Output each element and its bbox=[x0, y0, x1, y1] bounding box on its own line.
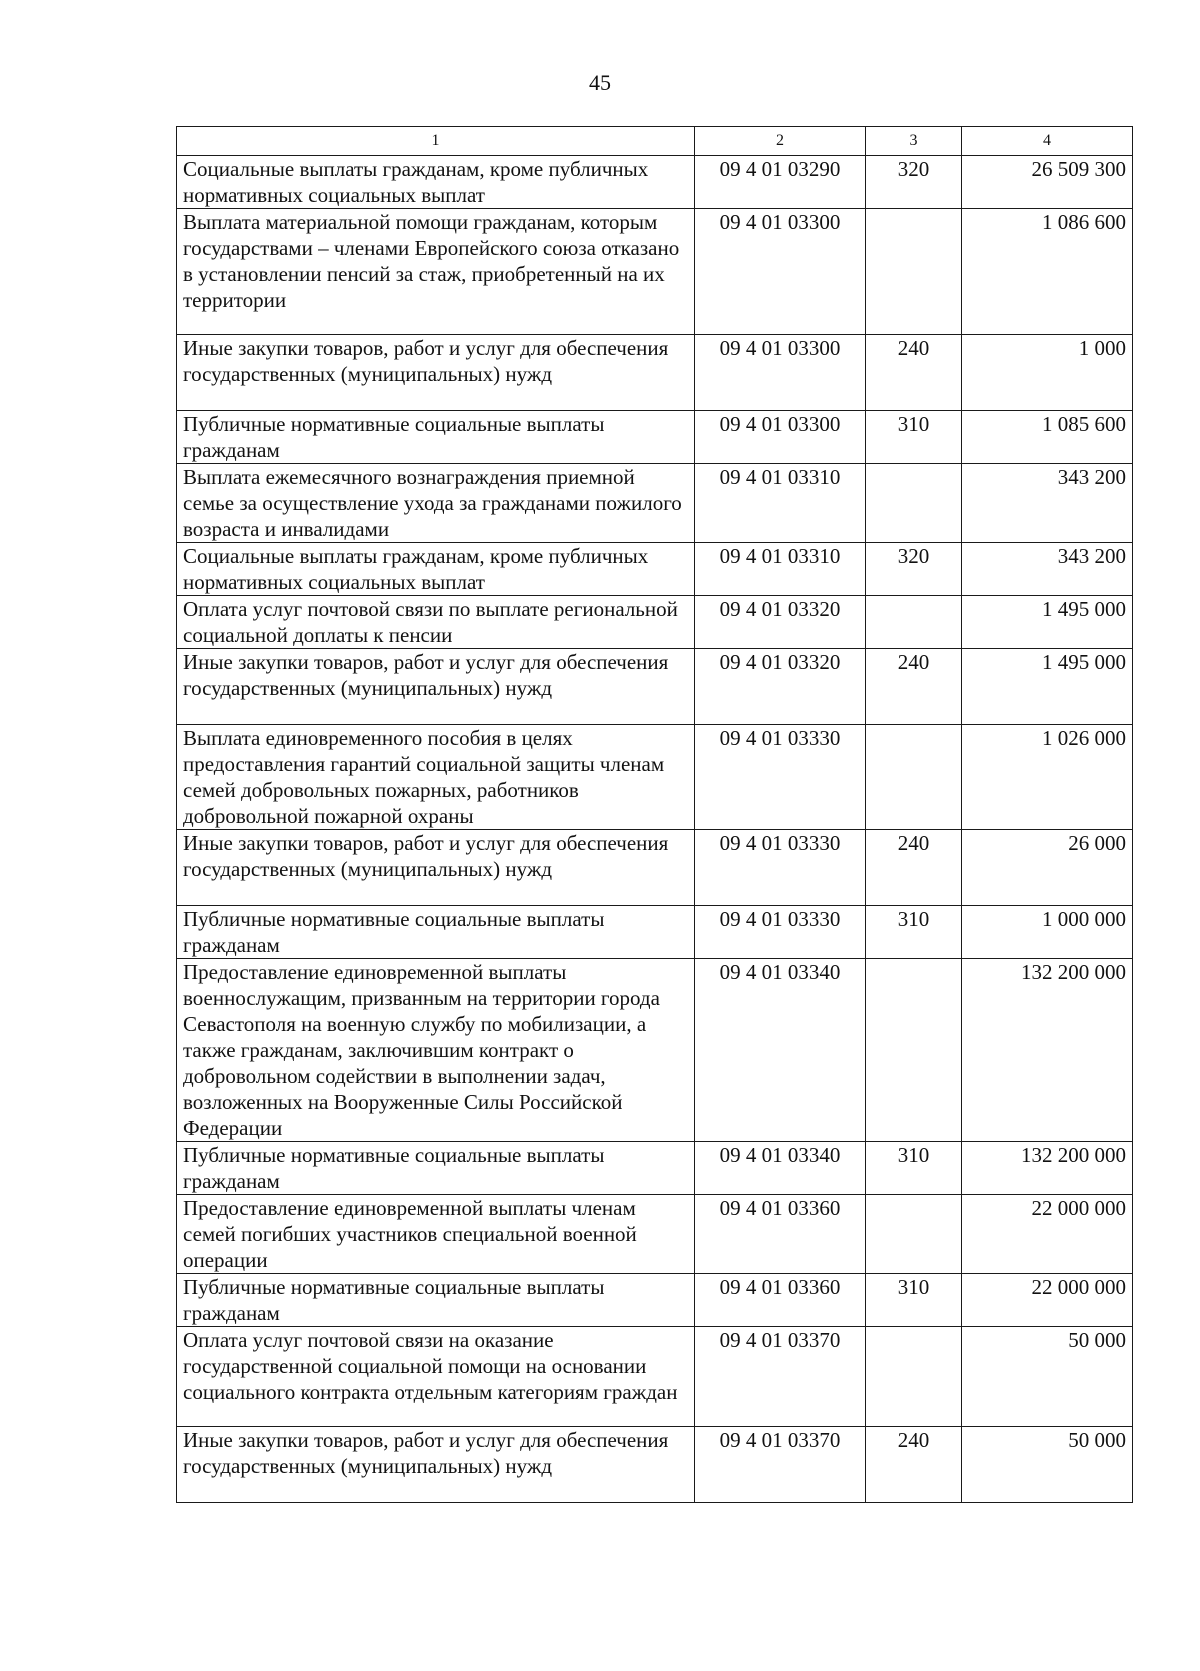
table-row bbox=[177, 209, 1133, 335]
row-type-cell bbox=[866, 959, 962, 1142]
row-code-cell: 09 4 01 03310 bbox=[695, 543, 866, 596]
row-name-cell: Публичные нормативные социальные выплаты гражданам bbox=[177, 411, 695, 464]
table-row bbox=[177, 1274, 1133, 1327]
row-name-cell: Оплата услуг почтовой связи по выплате региональной социальной доплаты к пенсии bbox=[177, 596, 695, 649]
row-sum-cell: 1 495 000 bbox=[962, 649, 1133, 725]
row-name-cell: Выплата материальной помощи гражданам, которым государствами – членами Европейского союза отказано в установлении пенсий за стаж, приобретенный на их территории bbox=[177, 209, 695, 335]
table-row bbox=[177, 464, 1133, 543]
budget-table bbox=[176, 126, 1133, 1503]
row-name-cell: Предоставление единовременной выплаты членам семей погибших участников специальной военной операции bbox=[177, 1195, 695, 1274]
row-type-cell: 320 bbox=[866, 156, 962, 209]
row-type-cell bbox=[866, 596, 962, 649]
row-code-cell: 09 4 01 03370 bbox=[695, 1327, 866, 1427]
table-row bbox=[177, 1142, 1133, 1195]
row-code-cell: 09 4 01 03330 bbox=[695, 725, 866, 830]
row-type-cell: 310 bbox=[866, 1142, 962, 1195]
table-row bbox=[177, 906, 1133, 959]
row-sum-cell: 1 000 000 bbox=[962, 906, 1133, 959]
table-row bbox=[177, 1427, 1133, 1503]
row-code-cell: 09 4 01 03290 bbox=[695, 156, 866, 209]
row-type-cell bbox=[866, 1195, 962, 1274]
row-sum-cell: 22 000 000 bbox=[962, 1195, 1133, 1274]
row-sum-cell: 26 509 300 bbox=[962, 156, 1133, 209]
row-code-cell: 09 4 01 03340 bbox=[695, 1142, 866, 1195]
row-sum-cell: 1 000 bbox=[962, 335, 1133, 411]
row-name-cell: Иные закупки товаров, работ и услуг для обеспечения государственных (муниципальных) нужд bbox=[177, 335, 695, 411]
row-code-cell: 09 4 01 03330 bbox=[695, 830, 866, 906]
column-number: 2 bbox=[695, 127, 866, 156]
row-name-cell: Выплата ежемесячного вознаграждения приемной семье за осуществление ухода за гражданами пожилого возраста и инвалидами bbox=[177, 464, 695, 543]
row-name-cell: Публичные нормативные социальные выплаты гражданам bbox=[177, 1274, 695, 1327]
table-row bbox=[177, 411, 1133, 464]
row-code-cell: 09 4 01 03320 bbox=[695, 649, 866, 725]
row-sum-cell: 1 086 600 bbox=[962, 209, 1133, 335]
row-sum-cell: 343 200 bbox=[962, 543, 1133, 596]
column-number: 3 bbox=[866, 127, 962, 156]
row-type-cell: 310 bbox=[866, 906, 962, 959]
row-code-cell: 09 4 01 03300 bbox=[695, 411, 866, 464]
column-number: 1 bbox=[177, 127, 695, 156]
budget-table-body bbox=[177, 127, 1133, 1503]
row-sum-cell: 22 000 000 bbox=[962, 1274, 1133, 1327]
row-type-cell: 240 bbox=[866, 649, 962, 725]
row-type-cell bbox=[866, 209, 962, 335]
table-row bbox=[177, 830, 1133, 906]
row-code-cell: 09 4 01 03360 bbox=[695, 1195, 866, 1274]
page-number: 45 bbox=[589, 70, 611, 95]
row-type-cell: 240 bbox=[866, 830, 962, 906]
row-name-cell: Иные закупки товаров, работ и услуг для обеспечения государственных (муниципальных) нужд bbox=[177, 1427, 695, 1503]
row-type-cell: 240 bbox=[866, 1427, 962, 1503]
table-row bbox=[177, 156, 1133, 209]
row-sum-cell: 343 200 bbox=[962, 464, 1133, 543]
table-row bbox=[177, 543, 1133, 596]
row-name-cell: Выплата единовременного пособия в целях предоставления гарантий социальной защиты членам семей добровольных пожарных, работников добровольной пожарной охраны bbox=[177, 725, 695, 830]
row-name-cell: Иные закупки товаров, работ и услуг для обеспечения государственных (муниципальных) нужд bbox=[177, 830, 695, 906]
row-code-cell: 09 4 01 03310 bbox=[695, 464, 866, 543]
row-type-cell bbox=[866, 464, 962, 543]
row-sum-cell: 50 000 bbox=[962, 1327, 1133, 1427]
row-name-cell: Иные закупки товаров, работ и услуг для обеспечения государственных (муниципальных) нужд bbox=[177, 649, 695, 725]
column-number: 4 bbox=[962, 127, 1133, 156]
row-name-cell: Оплата услуг почтовой связи на оказание государственной социальной помощи на основании социального контракта отдельным категориям граждан bbox=[177, 1327, 695, 1427]
table-row bbox=[177, 959, 1133, 1142]
row-type-cell: 310 bbox=[866, 411, 962, 464]
row-name-cell: Социальные выплаты гражданам, кроме публичных нормативных социальных выплат bbox=[177, 156, 695, 209]
row-code-cell: 09 4 01 03300 bbox=[695, 209, 866, 335]
row-name-cell: Предоставление единовременной выплаты военнослужащим, призванным на территории города Севастополя на военную службу по мобилизации, а также гражданам, заключившим контракт о добровольном содействии в выполнении задач, возложенных на Вооруженные Силы Российской Федерации bbox=[177, 959, 695, 1142]
table-row bbox=[177, 596, 1133, 649]
row-sum-cell: 132 200 000 bbox=[962, 959, 1133, 1142]
row-name-cell: Публичные нормативные социальные выплаты гражданам bbox=[177, 906, 695, 959]
table-row bbox=[177, 1195, 1133, 1274]
row-sum-cell: 1 085 600 bbox=[962, 411, 1133, 464]
row-code-cell: 09 4 01 03320 bbox=[695, 596, 866, 649]
row-code-cell: 09 4 01 03330 bbox=[695, 906, 866, 959]
row-sum-cell: 1 495 000 bbox=[962, 596, 1133, 649]
table-row bbox=[177, 725, 1133, 830]
row-sum-cell: 26 000 bbox=[962, 830, 1133, 906]
row-type-cell: 240 bbox=[866, 335, 962, 411]
row-type-cell bbox=[866, 725, 962, 830]
table-row bbox=[177, 649, 1133, 725]
row-type-cell: 320 bbox=[866, 543, 962, 596]
table-row bbox=[177, 1327, 1133, 1427]
row-name-cell: Публичные нормативные социальные выплаты гражданам bbox=[177, 1142, 695, 1195]
row-code-cell: 09 4 01 03300 bbox=[695, 335, 866, 411]
row-type-cell bbox=[866, 1327, 962, 1427]
column-number-row bbox=[177, 127, 1133, 156]
row-sum-cell: 1 026 000 bbox=[962, 725, 1133, 830]
row-sum-cell: 132 200 000 bbox=[962, 1142, 1133, 1195]
row-type-cell: 310 bbox=[866, 1274, 962, 1327]
row-code-cell: 09 4 01 03370 bbox=[695, 1427, 866, 1503]
table-row bbox=[177, 335, 1133, 411]
row-code-cell: 09 4 01 03360 bbox=[695, 1274, 866, 1327]
row-sum-cell: 50 000 bbox=[962, 1427, 1133, 1503]
row-name-cell: Социальные выплаты гражданам, кроме публичных нормативных социальных выплат bbox=[177, 543, 695, 596]
row-code-cell: 09 4 01 03340 bbox=[695, 959, 866, 1142]
